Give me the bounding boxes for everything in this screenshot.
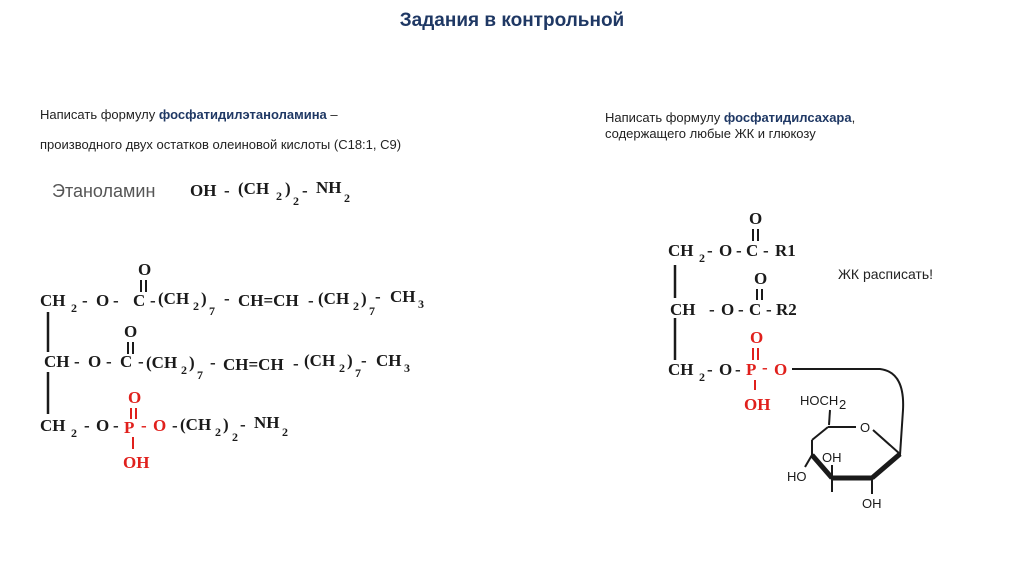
l-r3-o: O <box>96 416 110 435</box>
l-r2-pch: (CH <box>146 353 178 372</box>
l-r3-dash4: - <box>172 416 178 435</box>
ethanolamine-label: Этаноламин <box>52 181 156 201</box>
l-r2-c: C <box>120 352 133 371</box>
svg-text:2: 2 <box>839 397 847 412</box>
l-r1-dash1: - <box>82 291 88 310</box>
r-r3-po-top: O <box>750 328 764 347</box>
l-r1-dash4: - <box>224 289 230 308</box>
l-r1-o: O <box>96 291 110 310</box>
r-r2-dash3: - <box>766 300 772 319</box>
l-r1-c: C <box>133 291 146 310</box>
r-r2-ch: CH <box>670 300 696 319</box>
l-r3-po-top: O <box>128 388 142 407</box>
eth-sub2b: 2 <box>293 194 299 208</box>
l-r1-dash3: - <box>150 291 156 310</box>
slide-title: Задания в контрольной <box>399 10 625 31</box>
l-r3-dash2: - <box>113 416 119 435</box>
r-r3-p: P <box>746 360 757 379</box>
l-r3-dash3: - <box>141 416 147 435</box>
r-r3-sub2: 2 <box>699 370 705 384</box>
l-r2-ch: CH <box>44 352 70 371</box>
l-r1-dash2: - <box>113 291 119 310</box>
task1-highlight: фосфатидилэтаноламина <box>158 107 327 122</box>
l-r2-pch2: (CH <box>304 351 336 370</box>
eth-close: ) <box>285 179 291 198</box>
l-r1-close2: ) <box>361 289 367 308</box>
l-r2-dash2: - <box>106 352 112 371</box>
r-r2-c: C <box>749 300 762 319</box>
r-r2-r2: R2 <box>776 300 797 319</box>
ring-hoch2: HOCH <box>800 393 839 408</box>
l-r3-close: ) <box>223 415 229 434</box>
l-r1-pch: (CH <box>158 289 190 308</box>
l-r2-sub3: 3 <box>404 361 410 375</box>
task2-prefix: Написать формулу <box>605 110 724 125</box>
l-r1-ch3: CH <box>390 287 416 306</box>
ring-oh2: OH <box>862 496 882 511</box>
task2-line2: содержащего любые ЖК и глюкозу <box>605 126 816 141</box>
l-r1-sub3: 3 <box>418 297 424 311</box>
l-r2-carbonyl-o: O <box>124 322 138 341</box>
l-r1-sub2: 2 <box>71 301 77 315</box>
r-r3-o: O <box>719 360 733 379</box>
task2-suffix: , <box>851 110 856 125</box>
l-r2-close2: ) <box>347 351 353 370</box>
l-r3-nh: NH <box>254 413 280 432</box>
l-r2-ch3: CH <box>376 351 402 370</box>
l-r3-ch2: CH <box>40 416 66 435</box>
l-r2-o: O <box>88 352 102 371</box>
l-r3-p: P <box>124 418 135 437</box>
l-r1-ch2: CH <box>40 291 66 310</box>
l-r3-sub2: 2 <box>71 426 77 440</box>
right-structure <box>668 209 903 511</box>
l-r3-sub2: 2 <box>215 425 221 439</box>
l-r2-chch: CH=CH <box>223 355 284 374</box>
eth-oh: OH <box>190 181 217 200</box>
ring-oh1: OH <box>822 450 842 465</box>
r-r3-oh: OH <box>744 395 771 414</box>
l-r2-dash4: - <box>210 353 216 372</box>
l-r3-dash5: - <box>240 415 246 434</box>
r-r3-dash2: - <box>735 360 741 379</box>
l-r3-dash1: - <box>84 416 90 435</box>
l-r1-sub7: 7 <box>209 304 215 318</box>
l-r2-dash1: - <box>74 352 80 371</box>
l-r3-sub2b: 2 <box>232 430 238 444</box>
l-r3-oh: OH <box>123 453 150 472</box>
l-r3-sub2c: 2 <box>282 425 288 439</box>
l-r2-dash5: - <box>293 354 299 373</box>
l-r2-sub2: 2 <box>181 363 187 377</box>
r-r2-carbonyl-o: O <box>754 269 768 288</box>
l-r2-dash3: - <box>138 352 144 371</box>
l-r2-sub7b: 7 <box>355 366 361 380</box>
r-r3-dash3: - <box>762 358 768 377</box>
r-r1-o: O <box>719 241 733 260</box>
r-r1-dash2: - <box>736 241 742 260</box>
eth-ch2: (CH <box>238 179 270 198</box>
l-r1-dash6: - <box>375 287 381 306</box>
l-r1-sub2b: 2 <box>193 299 199 313</box>
left-structure <box>40 260 424 472</box>
eth-nh: NH <box>316 178 342 197</box>
ethanolamine-formula <box>190 178 350 208</box>
l-r1-pch2: (CH <box>318 289 350 308</box>
r-r1-dash3: - <box>763 241 769 260</box>
glucose-ring <box>787 393 900 511</box>
eth-sub2a: 2 <box>276 189 282 203</box>
l-r2-sub2b: 2 <box>339 361 345 375</box>
r-r2-dash2: - <box>738 300 744 319</box>
task1-suffix: – <box>326 107 338 122</box>
task2-highlight: фосфатидилсахара <box>723 110 852 125</box>
r-r1-c: C <box>746 241 759 260</box>
r-r1-r1: R1 <box>775 241 796 260</box>
l-r3-pch: (CH <box>180 415 212 434</box>
r-r1-ch2: CH <box>668 241 694 260</box>
eth-sub2c: 2 <box>344 191 350 205</box>
eth-dash: - <box>224 181 230 200</box>
l-r2-close: ) <box>189 353 195 372</box>
r-r3-o2: O <box>774 360 788 379</box>
r-r2-o: O <box>721 300 735 319</box>
l-r3-o2: O <box>153 416 167 435</box>
task1-line2: производного двух остатков олеиновой кислоты (С18:1, С9) <box>40 137 402 152</box>
l-r1-close: ) <box>201 289 207 308</box>
l-r1-sub2c: 2 <box>353 299 359 313</box>
l-r1-dash5: - <box>308 291 314 310</box>
r-r2-dash1: - <box>709 300 715 319</box>
eth-dash2: - <box>302 181 308 200</box>
r-r1-carbonyl-o: O <box>749 209 763 228</box>
l-r2-dash6: - <box>361 351 367 370</box>
task1-prefix: Написать формулу <box>40 107 159 122</box>
ring-ho: HO <box>787 469 807 484</box>
l-r2-sub7: 7 <box>197 368 203 382</box>
fa-note: ЖК расписать! <box>838 266 934 282</box>
r-r3-dash1: - <box>707 360 713 379</box>
l-r1-sub7b: 7 <box>369 304 375 318</box>
r-r1-sub2: 2 <box>699 251 705 265</box>
r-r1-dash1: - <box>707 241 713 260</box>
ring-o: O <box>860 420 871 435</box>
l-r1-carbonyl-o: O <box>138 260 152 279</box>
r-r3-ch2: CH <box>668 360 694 379</box>
l-r1-chch: CH=CH <box>238 291 299 310</box>
